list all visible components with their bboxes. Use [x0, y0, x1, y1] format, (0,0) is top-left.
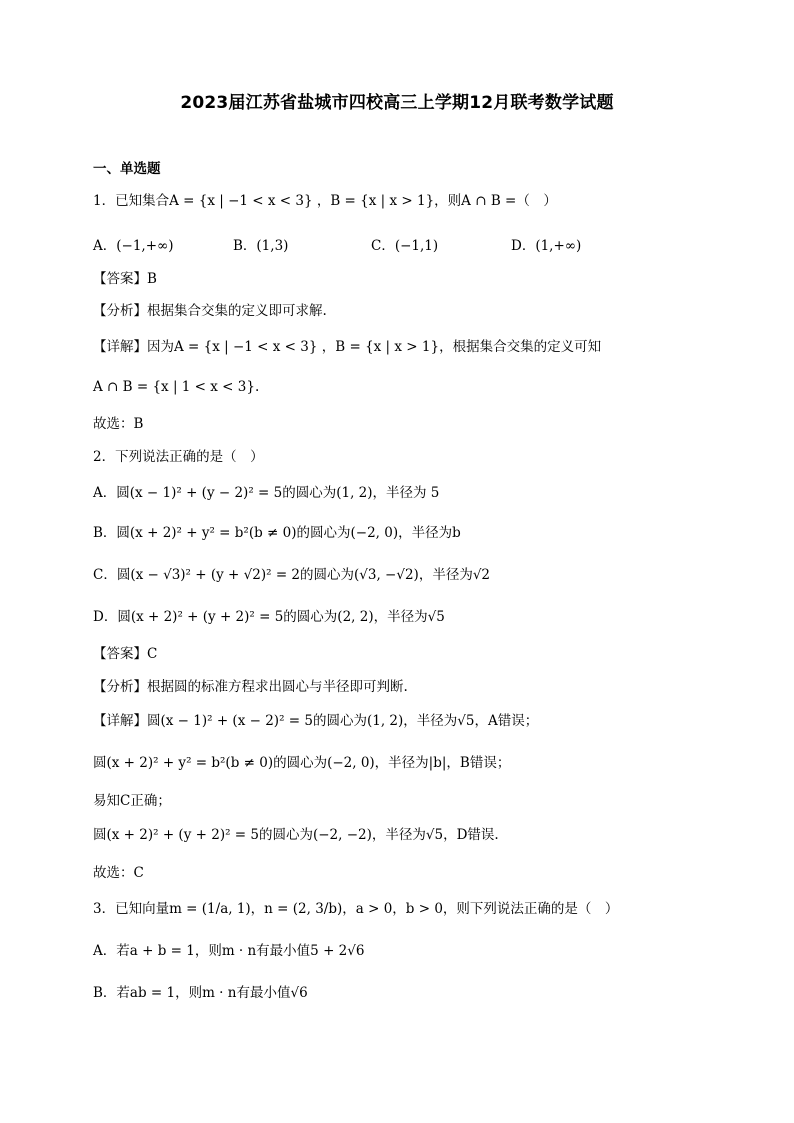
- q1-option-d: D．(1,+∞): [511, 238, 582, 254]
- q2-detail-2: 圆(x + 2)² + y² = b²(b ≠ 0)的圆心为(−2, 0)，半径为|b|，B错误；: [93, 755, 511, 771]
- q1-answer: 【答案】B: [93, 271, 157, 287]
- q3-stem: 3．已知向量m = (1/a, 1)，n = (2, 3/b)，a > 0，b > 0，则下列说法正确的是（ ）: [93, 901, 619, 917]
- q1-choice: 故选：B: [93, 416, 144, 432]
- q2-option-d: D．圆(x + 2)² + (y + 2)² = 5的圆心为(2, 2)，半径为√5: [93, 609, 445, 625]
- q3-option-b: B．若ab = 1，则m · n有最小值√6: [93, 985, 308, 1001]
- q2-detail-3: 易知C正确；: [93, 793, 171, 809]
- q3-option-a: A．若a + b = 1，则m · n有最小值5 + 2√6: [93, 943, 365, 959]
- q2-stem: 2．下列说法正确的是（ ）: [93, 449, 264, 465]
- q2-option-b: B．圆(x + 2)² + y² = b²(b ≠ 0)的圆心为(−2, 0)，半径为b: [93, 525, 461, 541]
- q1-option-b: B．(1,3): [233, 238, 289, 254]
- q2-option-c: C．圆(x − √3)² + (y + √2)² = 2的圆心为(√3, −√2)，半径为√2: [93, 567, 491, 583]
- q2-detail-4: 圆(x + 2)² + (y + 2)² = 5的圆心为(−2, −2)，半径为√5，D错误.: [93, 827, 499, 843]
- section-heading: 一、单选题: [93, 161, 161, 177]
- q2-choice: 故选：C: [93, 865, 144, 881]
- q1-option-c: C．(−1,1): [371, 238, 439, 254]
- q1-option-a: A．(−1,+∞): [93, 238, 174, 254]
- q2-answer: 【答案】C: [93, 646, 158, 662]
- q1-detail-1: 【详解】因为A = {x | −1 < x < 3} ，B = {x | x > 1}，根据集合交集的定义可知: [93, 339, 602, 355]
- q1-detail-2: A ∩ B = {x | 1 < x < 3}.: [93, 379, 260, 395]
- q2-detail-1: 【详解】圆(x − 1)² + (x − 2)² = 5的圆心为(1, 2)，半径为√5，A错误；: [93, 713, 539, 729]
- q1-analysis: 【分析】根据集合交集的定义即可求解.: [93, 303, 327, 319]
- q2-analysis: 【分析】根据圆的标准方程求出圆心与半径即可判断.: [93, 679, 408, 695]
- page-title: 2023届江苏省盐城市四校高三上学期12月联考数学试题: [180, 93, 614, 113]
- q1-stem: 1．已知集合A = {x | −1 < x < 3} ，B = {x | x > 1}，则A ∩ B =（ ）: [93, 193, 557, 209]
- q2-option-a: A．圆(x − 1)² + (y − 2)² = 5的圆心为(1, 2)，半径为 5: [93, 485, 440, 501]
